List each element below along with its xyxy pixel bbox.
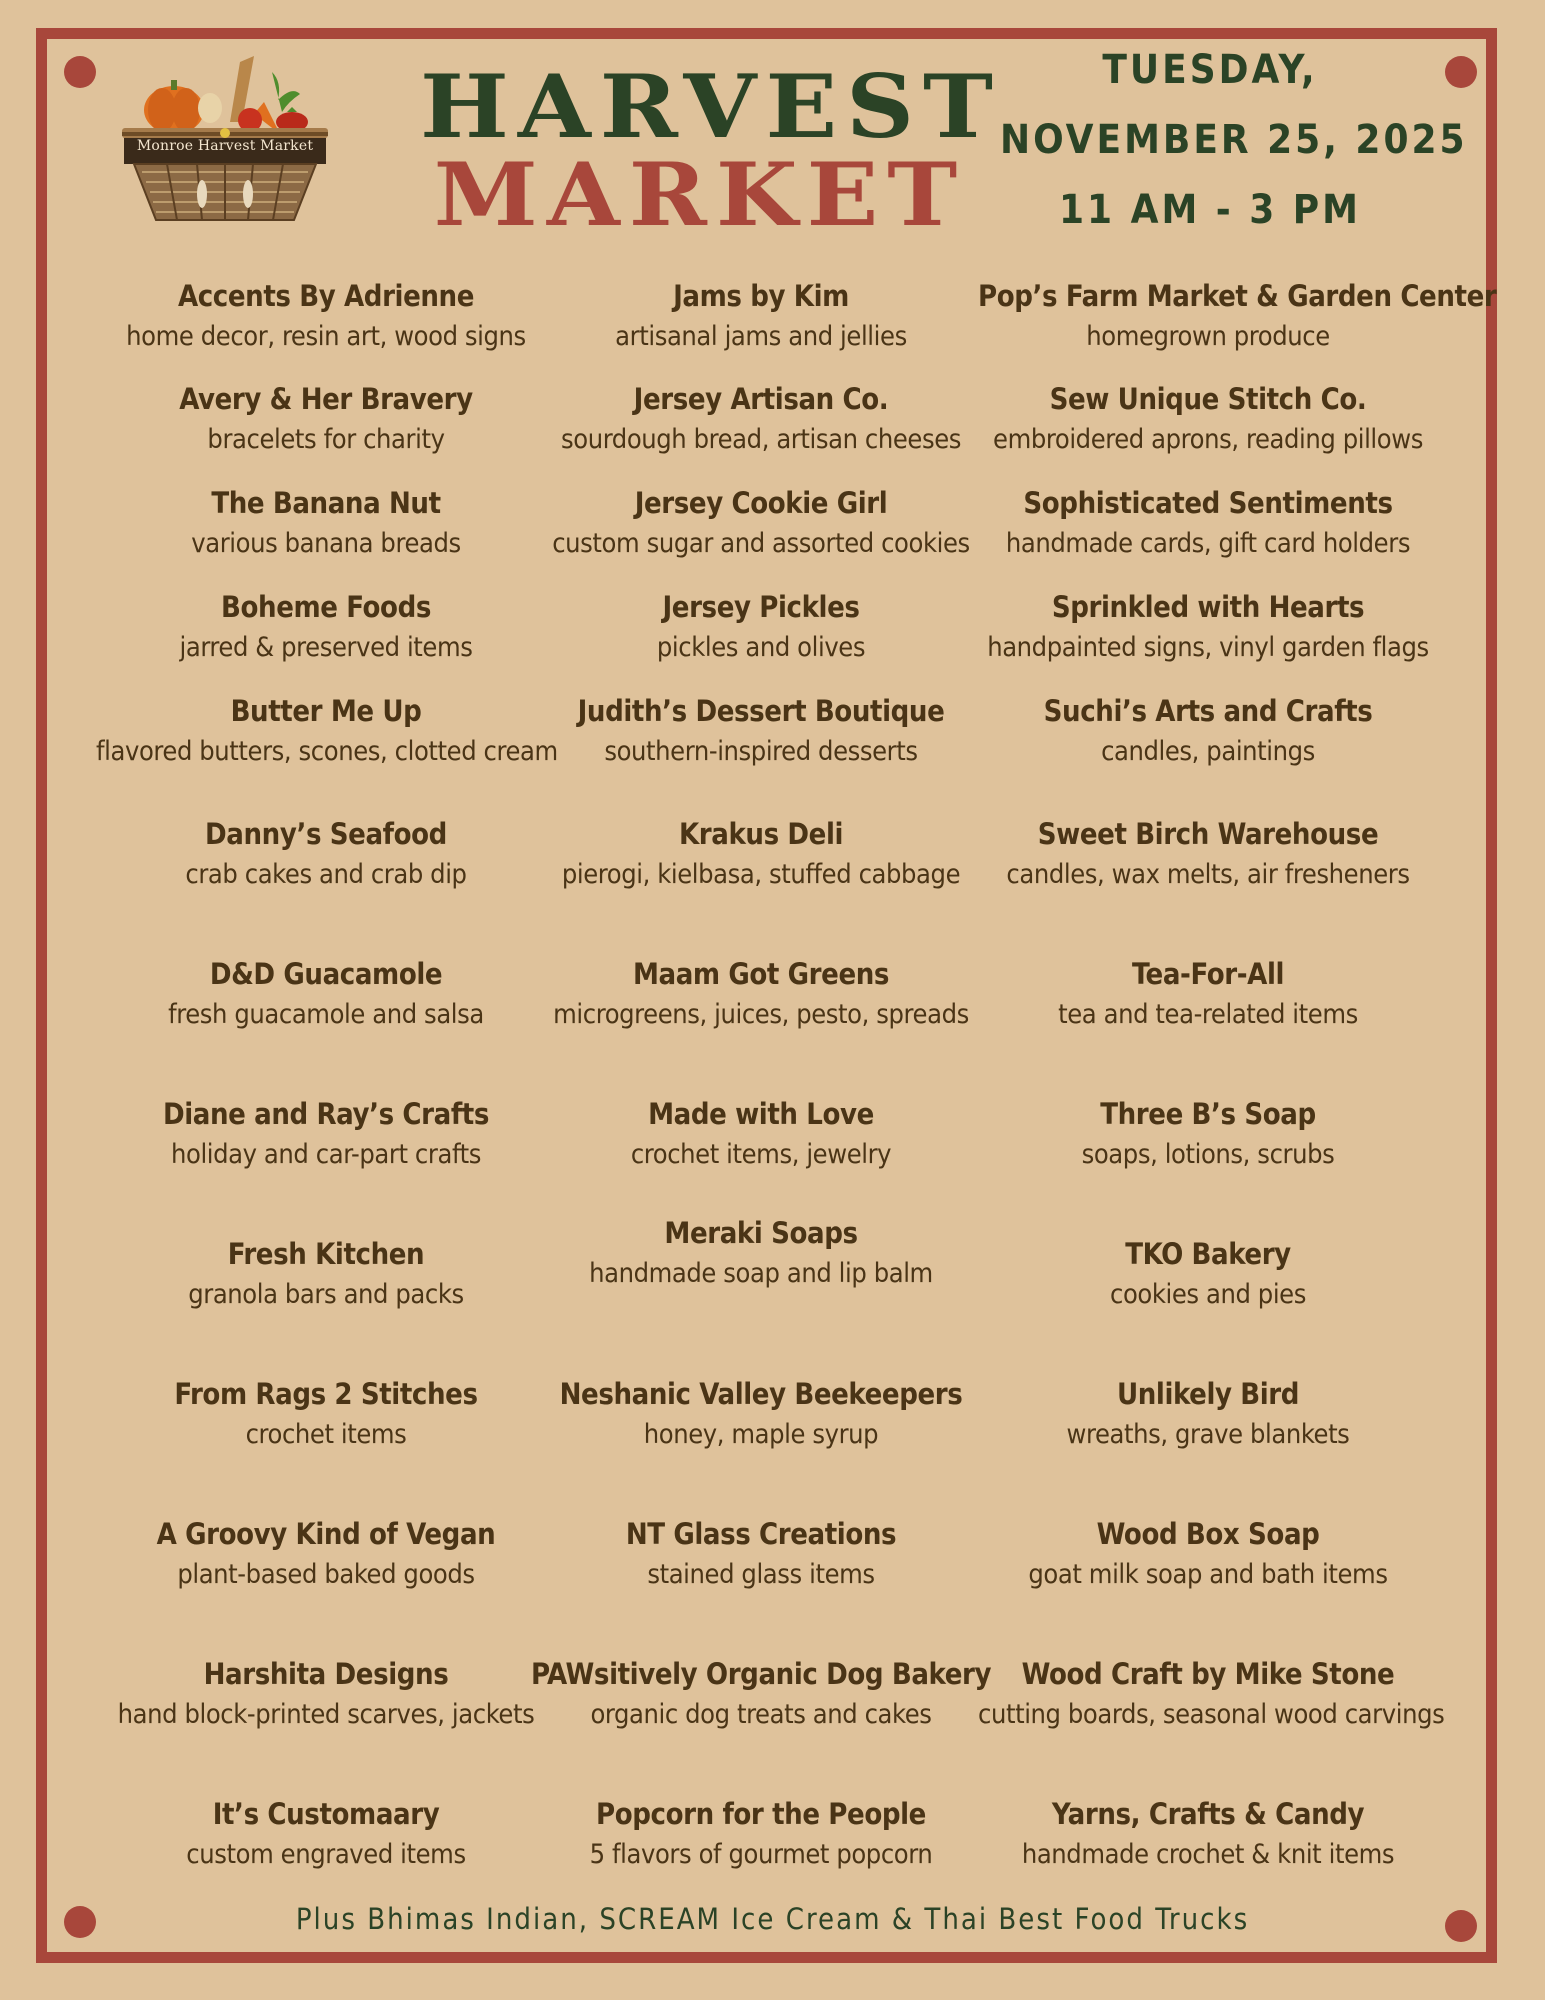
vendor-entry xyxy=(96,1653,556,1735)
vendor-description: soaps, lotions, scrubs xyxy=(1081,1139,1335,1170)
event-day: TUESDAY, xyxy=(1102,47,1318,93)
logo-label: Monroe Harvest Market xyxy=(136,138,314,154)
corner-dot-bottom-left xyxy=(64,1906,96,1938)
vendor-entry xyxy=(978,1373,1438,1455)
vendor-description: home decor, resin art, wood signs xyxy=(126,321,526,352)
vendor-description: southern-inspired desserts xyxy=(604,736,918,767)
vendor-name: Tea-For-All xyxy=(1131,957,1285,991)
vendor-entry xyxy=(96,1793,556,1875)
vendor-name: Jersey Pickles xyxy=(662,590,860,624)
vendor-entry xyxy=(96,482,556,564)
market-logo xyxy=(122,52,328,222)
vendor-entry xyxy=(96,953,556,1035)
vendor-name: Fresh Kitchen xyxy=(227,1237,425,1271)
vendor-description: granola bars and packs xyxy=(188,1279,464,1310)
vendor-entry xyxy=(531,482,991,564)
vendor-description: handmade cards, gift card holders xyxy=(1005,528,1411,559)
vendor-description: candles, paintings xyxy=(1101,736,1315,767)
vendor-name: Made with Love xyxy=(648,1097,874,1131)
vendor-description: wreaths, grave blankets xyxy=(1066,1419,1350,1450)
vendor-name: TKO Bakery xyxy=(1125,1237,1291,1271)
vendor-name: Sweet Birch Warehouse xyxy=(1037,817,1379,851)
vendor-name: Accents By Adrienne xyxy=(177,279,475,313)
vendor-entry xyxy=(978,1233,1438,1315)
vendor-entry xyxy=(978,275,1497,357)
vendor-entry xyxy=(531,690,991,772)
vendor-entry xyxy=(96,378,556,460)
vendor-description: flavored butters, scones, clotted cream xyxy=(96,736,558,767)
vendor-entry xyxy=(531,953,991,1035)
vendor-entry xyxy=(531,1212,991,1294)
vendor-description: cookies and pies xyxy=(1109,1279,1306,1310)
event-details xyxy=(1000,40,1468,250)
vendor-name: Maam Got Greens xyxy=(632,957,890,991)
vendor-description: jarred & preserved items xyxy=(179,632,473,663)
vendor-description: cutting boards, seasonal wood carvings xyxy=(978,1699,1445,1730)
vendor-description: pierogi, kielbasa, stuffed cabbage xyxy=(561,859,961,890)
vendor-description: microgreens, juices, pesto, spreads xyxy=(553,999,969,1030)
vendor-description: custom sugar and assorted cookies xyxy=(552,528,970,559)
vendor-description: handpainted signs, vinyl garden flags xyxy=(987,632,1429,663)
vendor-description: hand block-printed scarves, jackets xyxy=(117,1699,535,1730)
event-time: 11 AM - 3 PM xyxy=(1059,187,1361,233)
vendor-name: Popcorn for the People xyxy=(596,1797,926,1831)
vendor-name: Judith’s Dessert Boutique xyxy=(577,694,945,728)
vendor-description: fresh guacamole and salsa xyxy=(168,999,484,1030)
vendor-description: handmade soap and lip balm xyxy=(589,1258,933,1289)
vendor-description: crab cakes and crab dip xyxy=(185,859,467,890)
vendor-name: Butter Me Up xyxy=(230,694,422,728)
vendor-name: The Banana Nut xyxy=(211,486,441,520)
vendor-description: 5 flavors of gourmet popcorn xyxy=(589,1839,933,1870)
vendor-entry xyxy=(531,1653,991,1735)
vendor-name: NT Glass Creations xyxy=(625,1517,897,1551)
corner-dot-top-right xyxy=(1445,56,1477,88)
vendor-name: Unlikely Bird xyxy=(1116,1377,1300,1411)
vendor-description: custom engraved items xyxy=(186,1839,466,1870)
vendor-name: Sophisticated Sentiments xyxy=(1023,486,1393,520)
vendor-name: Wood Craft by Mike Stone xyxy=(1021,1657,1395,1691)
vendor-entry xyxy=(96,1093,556,1175)
vendor-name: Avery & Her Bravery xyxy=(179,382,473,416)
vendor-name: Pop’s Farm Market & Garden Center xyxy=(978,279,1497,313)
vendor-entry xyxy=(531,378,991,460)
vendor-entry xyxy=(978,586,1438,668)
vendor-name: Harshita Designs xyxy=(203,1657,449,1691)
vendor-description: handmade crochet & knit items xyxy=(1021,1839,1395,1870)
food-trucks-note: Plus Bhimas Indian, SCREAM Ice Cream & Thai Best Food Trucks xyxy=(295,1902,1250,1936)
vendor-name: It’s Customaary xyxy=(212,1797,440,1831)
vendor-entry xyxy=(96,1513,556,1595)
vendor-description: organic dog treats and cakes xyxy=(590,1699,932,1730)
vendor-name: Suchi’s Arts and Crafts xyxy=(1043,694,1373,728)
vendor-description: homegrown produce xyxy=(1086,321,1330,352)
vendor-entry xyxy=(978,1513,1438,1595)
vendor-entry xyxy=(531,586,991,668)
title-line-2: MARKET xyxy=(433,143,967,247)
vendor-description: various banana breads xyxy=(191,528,461,559)
vendor-name: Three B’s Soap xyxy=(1100,1097,1316,1131)
vendor-entry xyxy=(96,1233,556,1315)
vendor-name: Jams by Kim xyxy=(673,279,849,313)
corner-dot-top-left xyxy=(64,56,96,88)
page-title xyxy=(420,55,1002,247)
vendor-description: artisanal jams and jellies xyxy=(615,321,907,352)
vendor-description: crochet items xyxy=(245,1419,407,1450)
vendor-name: Wood Box Soap xyxy=(1096,1517,1320,1551)
vendor-entry xyxy=(531,275,991,357)
harvest-basket-icon xyxy=(122,52,328,222)
vendor-name: A Groovy Kind of Vegan xyxy=(156,1517,496,1551)
vendor-entry xyxy=(978,482,1438,564)
vendor-description: plant-based baked goods xyxy=(177,1559,475,1590)
vendor-entry xyxy=(96,813,556,895)
vendor-entry xyxy=(531,1373,991,1455)
vendor-entry xyxy=(978,953,1438,1035)
vendor-entry xyxy=(96,275,556,357)
vendor-description: goat milk soap and bath items xyxy=(1028,1559,1388,1590)
vendor-entry xyxy=(978,690,1438,772)
vendor-entry xyxy=(96,1373,556,1455)
vendor-name: Boheme Foods xyxy=(221,590,431,624)
vendor-entry xyxy=(531,813,991,895)
vendor-name: From Rags 2 Stitches xyxy=(174,1377,478,1411)
vendor-name: Krakus Deli xyxy=(678,817,844,851)
vendor-description: sourdough bread, artisan cheeses xyxy=(560,424,962,455)
vendor-name: Diane and Ray’s Crafts xyxy=(163,1097,489,1131)
vendor-entry xyxy=(978,378,1438,460)
vendor-name: Meraki Soaps xyxy=(664,1216,858,1250)
vendor-entry xyxy=(531,1513,991,1595)
vendor-description: bracelets for charity xyxy=(207,424,445,455)
vendor-name: PAWsitively Organic Dog Bakery xyxy=(531,1657,992,1691)
vendor-name: D&D Guacamole xyxy=(209,957,443,991)
vendor-description: holiday and car-part crafts xyxy=(170,1139,481,1170)
vendor-entry xyxy=(96,690,556,772)
vendor-description: embroidered aprons, reading pillows xyxy=(993,424,1423,455)
vendor-entry xyxy=(531,1793,991,1875)
vendor-name: Jersey Cookie Girl xyxy=(634,486,888,520)
vendor-entry xyxy=(978,1653,1445,1735)
vendor-description: crochet items, jewelry xyxy=(630,1139,892,1170)
vendor-entry xyxy=(978,1793,1438,1875)
vendor-name: Yarns, Crafts & Candy xyxy=(1051,1797,1365,1831)
event-date: NOVEMBER 25, 2025 xyxy=(1000,117,1468,163)
corner-dot-bottom-right xyxy=(1445,1910,1477,1942)
vendor-entry xyxy=(96,586,556,668)
vendor-entry xyxy=(531,1093,991,1175)
vendor-description: tea and tea-related items xyxy=(1058,999,1358,1030)
vendor-description: honey, maple syrup xyxy=(643,1419,879,1450)
title-line-1: HARVEST xyxy=(420,55,1002,159)
vendor-name: Sew Unique Stitch Co. xyxy=(1049,382,1367,416)
vendor-name: Jersey Artisan Co. xyxy=(633,382,889,416)
vendor-description: candles, wax melts, air fresheners xyxy=(1006,859,1410,890)
vendor-entry xyxy=(978,1093,1438,1175)
vendor-name: Neshanic Valley Beekeepers xyxy=(559,1377,963,1411)
vendor-name: Danny’s Seafood xyxy=(205,817,447,851)
vendor-description: stained glass items xyxy=(647,1559,875,1590)
vendor-description: pickles and olives xyxy=(656,632,866,663)
vendor-name: Sprinkled with Hearts xyxy=(1051,590,1365,624)
vendor-entry xyxy=(978,813,1438,895)
